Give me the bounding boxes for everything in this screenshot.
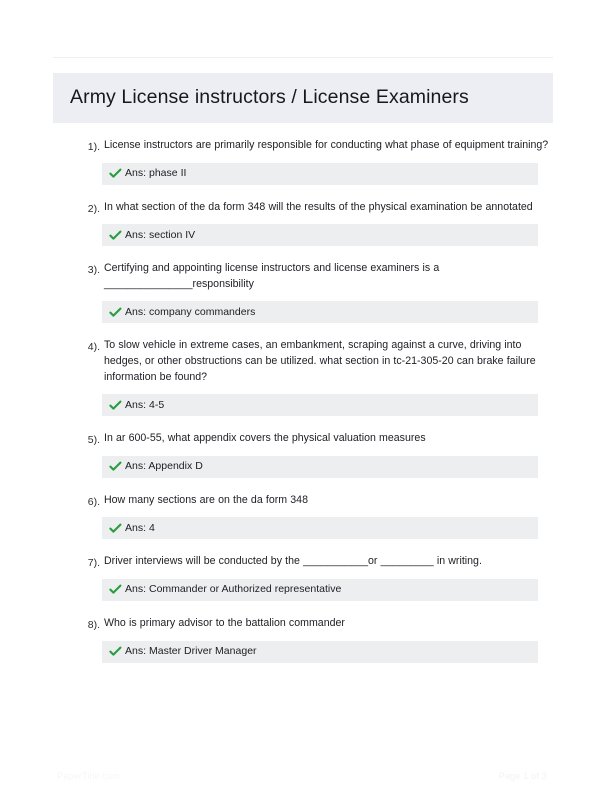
answer-text: Ans: Appendix D	[125, 460, 203, 473]
qa-item	[53, 338, 553, 416]
question-number: 8).	[87, 618, 100, 631]
qa-item	[53, 554, 553, 601]
qa-item	[53, 616, 553, 663]
question-text: To slow vehicle in extreme cases, an embankment, scraping against a curve, driving into hedges, or other obstructions can be utilized. what section in tc-21-305-20 can brake failure information be found?	[104, 339, 536, 383]
question-text: Certifying and appointing license instructors and license examiners is a _______________responsibility	[104, 262, 440, 290]
question-number: 3).	[87, 264, 100, 277]
green-check-icon	[109, 306, 122, 319]
green-check-icon	[109, 167, 122, 180]
question-text: In what section of the da form 348 will the results of the physical examination be annotated	[104, 200, 533, 213]
question-answer-list	[53, 138, 553, 678]
question-number: 1).	[87, 141, 100, 153]
question-number: 5).	[87, 434, 100, 447]
green-check-icon	[109, 460, 122, 473]
answer-text: Ans: 4	[125, 521, 155, 534]
qa-item	[53, 261, 553, 323]
answer-box	[102, 641, 538, 663]
page-number-label: Page 1 of 3	[498, 771, 547, 781]
answer-box	[102, 301, 538, 323]
question-number: 7).	[87, 557, 100, 570]
question-text: Who is primary advisor to the battalion commander	[104, 616, 345, 629]
answer-text: Ans: company commanders	[125, 305, 256, 318]
question-text: Driver interviews will be conducted by the ___________or _________ in writing.	[104, 555, 482, 568]
green-check-icon	[109, 645, 122, 658]
green-check-icon	[109, 399, 122, 412]
question-number: 4).	[87, 341, 100, 354]
question-number: 6).	[87, 495, 100, 508]
answer-box	[102, 394, 538, 416]
answer-box	[102, 163, 538, 185]
qa-item	[53, 431, 553, 478]
header-divider	[53, 57, 553, 58]
qa-item	[53, 200, 553, 247]
answer-text: Ans: Commander or Authorized representative	[125, 583, 342, 596]
question-number: 2).	[87, 202, 100, 215]
page-footer	[53, 766, 553, 786]
answer-box	[102, 517, 538, 539]
answer-box	[102, 224, 538, 246]
question-text: License instructors are primarily responsible for conducting what phase of equipment training?	[104, 139, 549, 151]
green-check-icon	[109, 583, 122, 596]
answer-text: Ans: 4-5	[125, 398, 165, 411]
answer-box	[102, 456, 538, 478]
question-text: In ar 600-55, what appendix covers the physical valuation measures	[104, 432, 426, 445]
answer-text: Ans: section IV	[125, 228, 196, 241]
answer-text: Ans: phase II	[125, 167, 187, 180]
qa-item	[53, 138, 553, 185]
green-check-icon	[109, 522, 122, 535]
site-watermark: PaperTitle.com	[57, 771, 120, 781]
qa-item	[53, 493, 553, 540]
question-text: How many sections are on the da form 348	[104, 493, 308, 506]
answer-text: Ans: Master Driver Manager	[125, 645, 257, 658]
green-check-icon	[109, 229, 122, 242]
page-title: Army License instructors / License Examiners	[70, 86, 469, 109]
document-title-band	[53, 73, 553, 123]
answer-box	[102, 579, 538, 601]
